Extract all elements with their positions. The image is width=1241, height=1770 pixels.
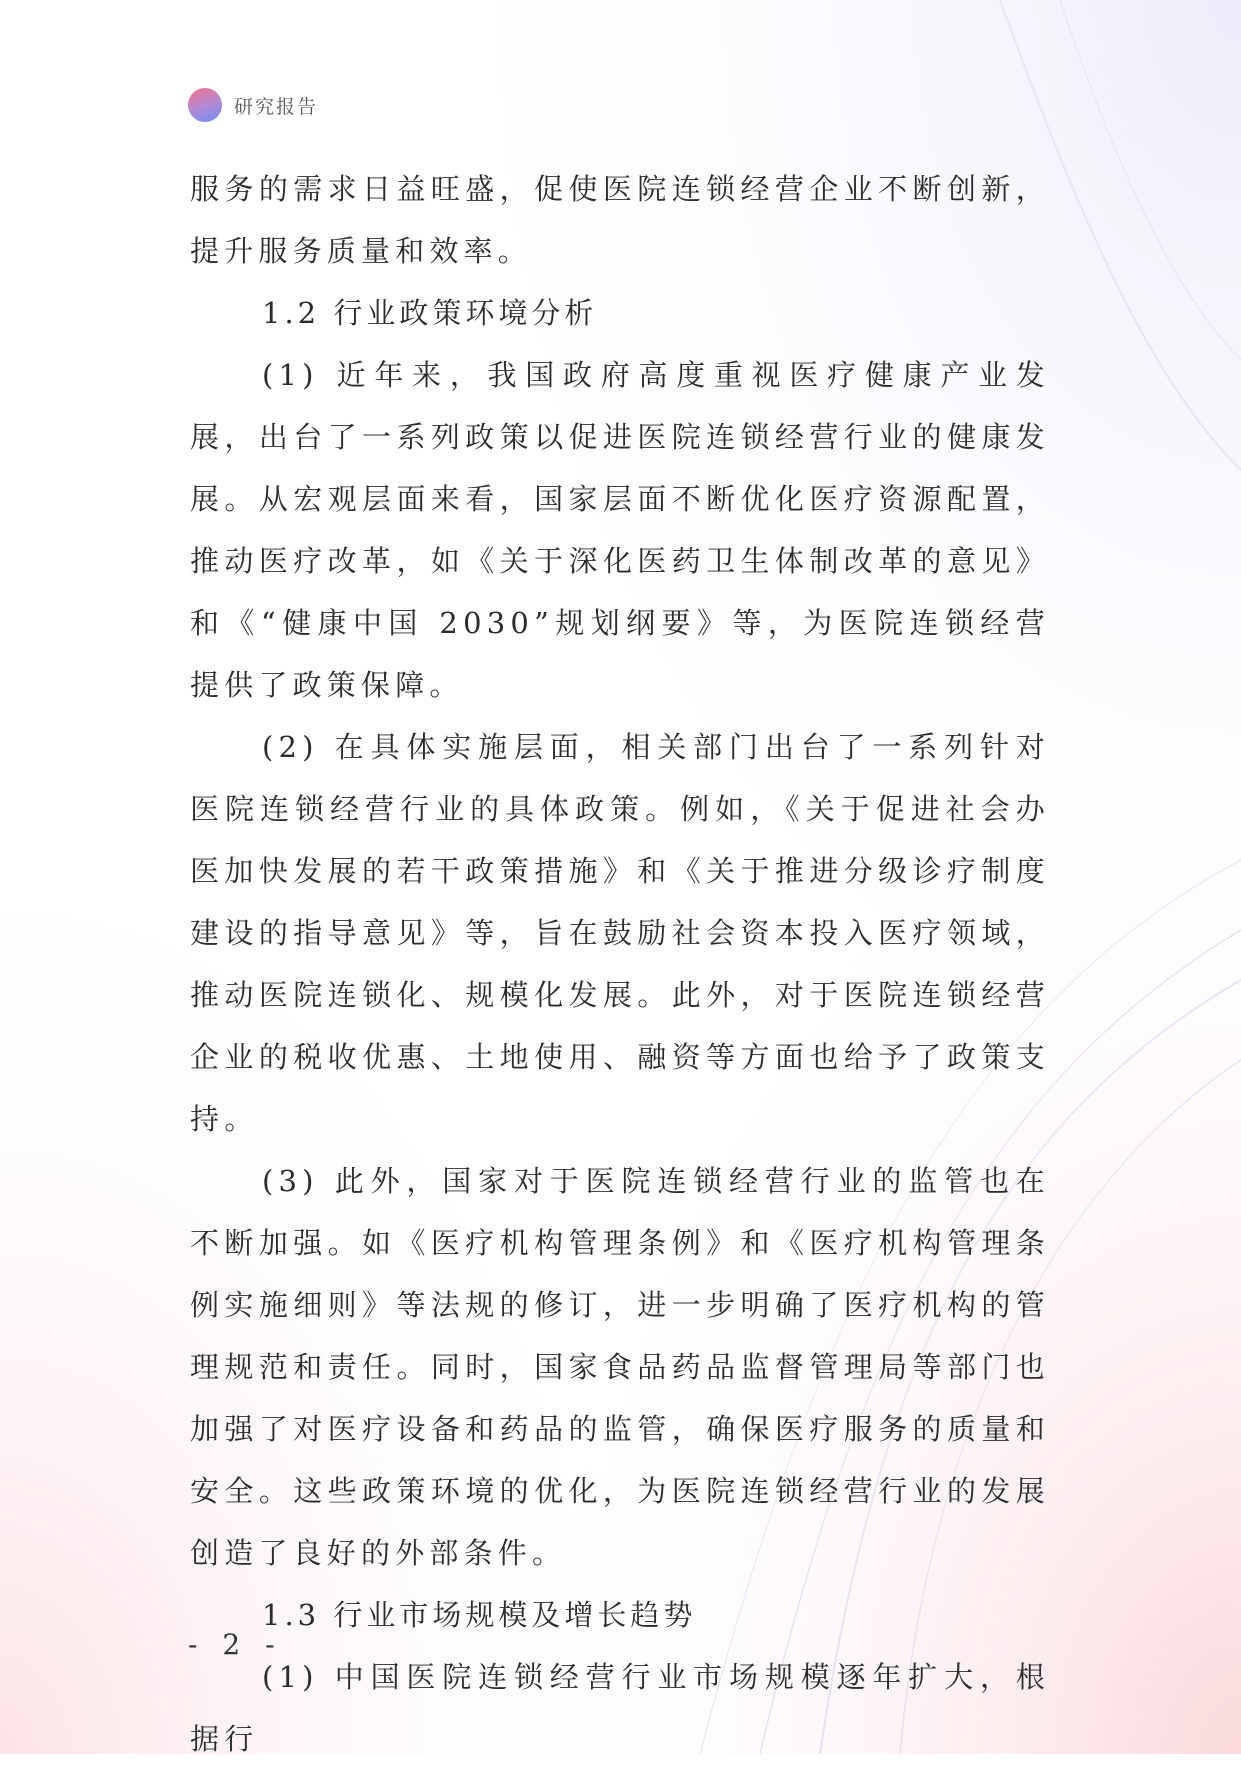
paragraph-1-2-3: (3) 此外，国家对于医院连锁经营行业的监管也在不断加强。如《医疗机构管理条例》和《医疗机构管理条例实施细则》等法规的修订，进一步明确了医疗机构的管理规范和责任。同时，国家食品药品监督管理局等部门也加强了对医疗设备和药品的监管，确保医疗服务的质量和安全。这些政策环境的优化，为医院连锁经营行业的发展创造了良好的外部条件。 bbox=[190, 1164, 1050, 1570]
paragraph-1-2-1: (1) 近年来，我国政府高度重视医疗健康产业发展，出台了一系列政策以促进医院连锁经营行业的健康发展。从宏观层面来看，国家层面不断优化医疗资源配置，推动医疗改革，如《关于深化医药卫生体制改革的意见》和《“健康中国 2030”规划纲要》等，为医院连锁经营提供了政策保障。 bbox=[190, 358, 1050, 702]
section-heading-1-3: 1.3 行业市场规模及增长趋势 bbox=[262, 1598, 697, 1632]
document-body bbox=[190, 158, 1050, 1770]
report-header bbox=[188, 88, 318, 122]
page-number: - 2 - bbox=[188, 1628, 283, 1661]
paragraph-1-3-1: (1) 中国医院连锁经营行业市场规模逐年扩大，根据行 bbox=[190, 1660, 1050, 1756]
paragraph-1-2-2: (2) 在具体实施层面，相关部门出台了一系列针对医院连锁经营行业的具体政策。例如，《关于促进社会办医加快发展的若干政策措施》和《关于推进分级诊疗制度建设的指导意见》等，旨在鼓励社会资本投入医疗领域，推动医院连锁化、规模化发展。此外，对于医院连锁经营企业的税收优惠、土地使用、融资等方面也给予了政策支持。 bbox=[190, 730, 1050, 1136]
paragraph-continuation: 服务的需求日益旺盛，促使医院连锁经营企业不断创新，提升服务质量和效率。 bbox=[190, 172, 1050, 268]
header-title: 研究报告 bbox=[234, 95, 319, 118]
section-heading-1-2: 1.2 行业政策环境分析 bbox=[262, 296, 598, 330]
report-logo-icon bbox=[188, 88, 222, 122]
